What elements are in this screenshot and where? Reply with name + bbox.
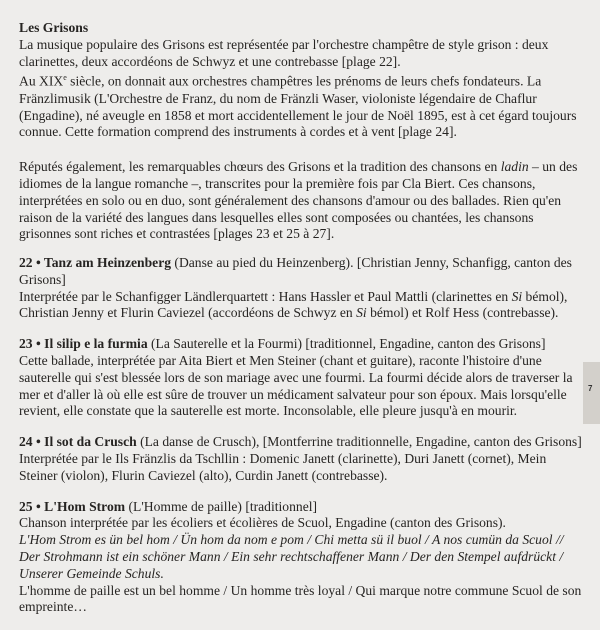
track-22-heading: [19, 255, 587, 289]
track-22: [19, 255, 587, 322]
century-superscript: e: [63, 73, 67, 83]
section-title: Les Grisons: [19, 20, 89, 35]
ladin-term: ladin: [500, 159, 529, 175]
track-23: [19, 336, 587, 420]
chapter-number: 7: [588, 384, 593, 393]
track-22-description: [19, 289, 587, 323]
track-25-translation: L'homme de paille est un bel homme / Un homme très loyal / Qui marque notre commune Scuol de son empreinte…: [19, 582, 582, 615]
page-content: [19, 20, 587, 630]
section-grisons: [19, 20, 587, 141]
track-22-subtitle: (Danse au pied du Heinzenberg). [Christian Jenny, Schanfigg, canton des Grisons]: [19, 255, 572, 287]
track-25-heading: [19, 499, 587, 516]
track-25: [19, 499, 587, 617]
track-24-subtitle: (La danse de Crusch), [Montferrine traditionnelle, Engadine, canton des Grisons]: [136, 434, 582, 450]
intro-text-1: La musique populaire des Grisons est représentée par l'orchestre champêtre de style grison : deux clarinettes, deux accordéons de Schwyz et une contrebasse [plage 22].: [19, 36, 549, 69]
track-24-description: Interprétée par le Ils Fränzlis da Tschllin : Domenic Janett (clarinette), Duri Janett (cornet), Mein Steiner (violon), Flurin Caviezel (alto), Curdin Janett (contrebasse).: [19, 451, 547, 483]
track-24-heading: [19, 434, 587, 451]
track-23-description: Cette ballade, interprétée par Aita Biert et Men Steiner (chant et guitare), raconte l'histoire d'une sauterelle qui s'est blessée lors de son mariage avec une fourmi. La fourmi décide alors de traverser la mer et d'aller là où elle est sûre de trouver un médicament salvateur pour son époux. Mais lorsqu'elle revient, elle constate que la sauterelle est morte. Inconsolable, elle pleure jusqu'à en mourir.: [19, 353, 573, 419]
intro-text-2b: siècle, on donnait aux orchestres champêtres les prénoms de leurs chefs fondateurs. La Fränzlimusik (L'Orchestre de Franz, du nom de Fränzli Waser, violoniste légendaire de Chaflur (Engadine), né aveugle en 1858 et mort accidentellement le jour de Noël 1895, est à cet égard toujours connue. Cette formation comprend des instruments à cordes et à vent [plage 24].: [19, 73, 577, 140]
intro-paragraph-1: [19, 37, 587, 141]
track-24-title: 24 • Il sot da Crusch: [19, 434, 137, 450]
track-22-title: 22 • Tanz am Heinzenberg: [19, 255, 172, 271]
track-25-subtitle: (L'Homme de paille) [traditionnel]: [125, 498, 318, 514]
track-25-lyrics: L'Hom Strom es ün bel hom / Ün hom da nom e pom / Chi metta sü il buol / A nos cumün da Scuol // Der Strohmann ist ein schöner Mann / Ein sehr rechtschaffener Mann / Der den Stempel aufdrückt / Unserer Gemeinde Schuls.: [19, 532, 564, 581]
track-22-si-2: Si: [356, 305, 367, 321]
intro-paragraph-2: [19, 159, 587, 243]
track-24: [19, 434, 587, 484]
track-25-title: 25 • L'Hom Strom: [19, 498, 126, 514]
track-23-heading: [19, 336, 587, 353]
para2-text-b: – un des idiomes de la langue romanche –, transcrites pour la première fois par Cla Biert. Ces chansons, interprétées en solo ou en duo, sont généralement des chansons d'amour ou des ballades. Rien qu'en raison de la variété des langues dans lesquelles elles sont composées ou chantées, les chansons grisonnes sont riches et contrastées [plages 23 et 25 à 27].: [19, 159, 578, 242]
track-25-description: Chanson interprétée par les écoliers et écolières de Scuol, Engadine (canton des Grisons).: [19, 515, 506, 531]
track-22-desc-3: bémol) et Rolf Hess (contrebasse).: [366, 305, 559, 321]
intro-text-2a: Au XIX: [19, 73, 64, 89]
track-23-title: 23 • Il silip e la furmia: [19, 336, 148, 352]
chapter-side-tab: [583, 362, 600, 424]
track-22-desc-2: bémol), Christian Jenny et Flurin Caviezel (accordéons de Schwyz en: [19, 288, 568, 321]
track-22-si-1: Si: [511, 288, 523, 304]
track-23-subtitle: (La Sauterelle et la Fourmi) [traditionnel, Engadine, canton des Grisons]: [147, 336, 546, 352]
track-22-desc-1: Interprétée par le Schanfigger Ländlerquartett : Hans Hassler et Paul Mattli (clarinettes en: [19, 288, 512, 304]
para2-text-a: Réputés également, les remarquables chœurs des Grisons et la tradition des chansons en: [19, 159, 501, 175]
